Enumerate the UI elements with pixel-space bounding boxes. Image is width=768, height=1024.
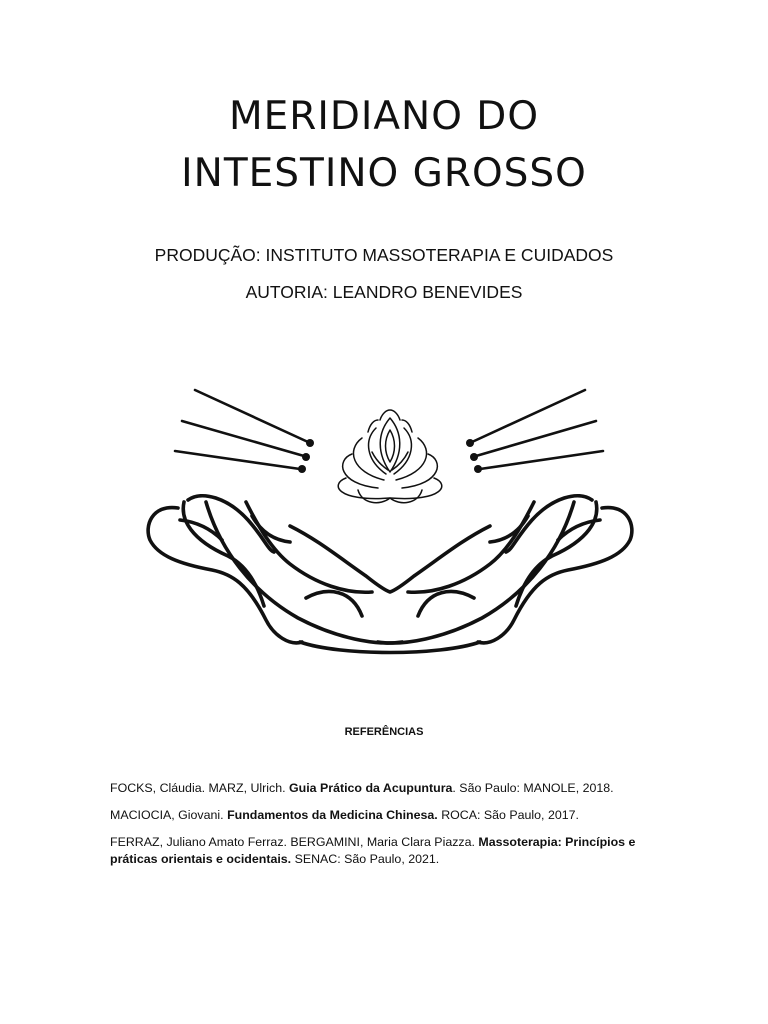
- production-credit: PRODUÇÃO: INSTITUTO MASSOTERAPIA E CUIDADOS: [154, 245, 614, 265]
- right-needles: [472, 390, 603, 469]
- reference-title: Guia Prático da Acupuntura: [289, 781, 453, 795]
- reference-title: Massoterapia: Princípios e práticas orientais e ocidentais.: [110, 835, 636, 866]
- lotus-hands-needles-icon: [140, 380, 640, 665]
- reference-item: [110, 807, 640, 824]
- reference-publisher: . São Paulo: MANOLE, 2018.: [452, 781, 614, 795]
- reference-publisher: ROCA: São Paulo, 2017.: [437, 808, 579, 822]
- authorship-credit: AUTORIA: LEANDRO BENEVIDES: [245, 282, 523, 302]
- title-line-1: MERIDIANO DO: [228, 94, 540, 139]
- reference-title: Fundamentos da Medicina Chinesa.: [227, 808, 438, 822]
- reference-item: [110, 780, 640, 797]
- page-title: [0, 88, 768, 202]
- references-heading: REFERÊNCIAS: [344, 726, 424, 738]
- reference-authors: FOCKS, Cláudia. MARZ, Ulrich.: [110, 781, 290, 795]
- reference-authors: MACIOCIA, Giovani.: [110, 808, 228, 822]
- reference-publisher: SENAC: São Paulo, 2021.: [291, 852, 440, 866]
- lotus-flower: [338, 410, 442, 503]
- title-line-2: INTESTINO GROSSO: [181, 151, 587, 196]
- reference-item: [110, 834, 640, 868]
- left-needles: [175, 390, 308, 469]
- hands-outline: [148, 496, 632, 653]
- reference-authors: FERRAZ, Juliano Amato Ferraz. BERGAMINI, Maria Clara Piazza.: [110, 835, 479, 849]
